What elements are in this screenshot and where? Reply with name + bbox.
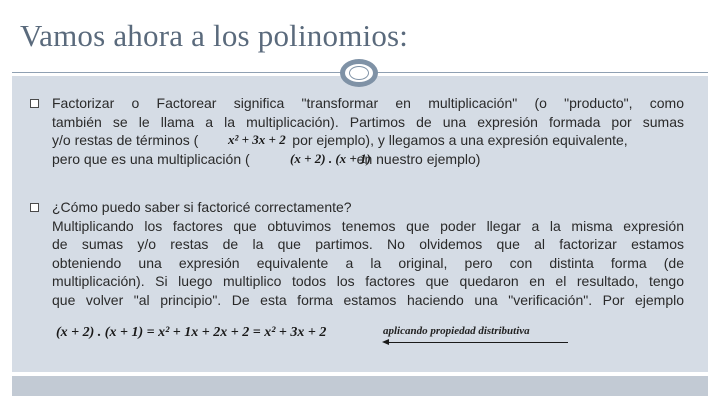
text-segment: en nuestro ejemplo) <box>356 150 481 167</box>
ring-ornament-inner <box>349 66 369 80</box>
text-line: Factorizar o Factorear significa "transformar en multiplicación" (o "producto", como <box>52 95 684 111</box>
text-segment: y/o restas de términos ( <box>52 132 199 148</box>
math-sum-expression: x² + 3x + 2 <box>228 132 286 147</box>
text-line <box>52 131 684 150</box>
bullet-square-icon <box>30 99 39 108</box>
text-line: obteniendo una expresión equivalente a la original, pero con distinta forma (de <box>52 254 684 271</box>
paragraph-verificacion <box>52 198 684 309</box>
math-product-expression: (x + 2) . (x + 1) <box>290 151 371 166</box>
verification-equation: (x + 2) . (x + 1) = x² + 1x + 2x + 2 = x² + 3x + 2 <box>56 325 327 340</box>
distributive-property-label: aplicando propiedad distributiva <box>383 325 530 337</box>
text-line: que volver "al principio". De esta forma estamos haciendo una "verificación". Por ejemplo <box>52 291 684 308</box>
bullet-square-icon <box>30 203 39 212</box>
text-line: también se le llama a la multiplicación). Partimos de una expresión formada por sumas <box>52 113 684 130</box>
text-line: de sumas y/o restas de la que partimos. No olvidemos que al factorizar estamos <box>52 236 684 252</box>
text-segment: por ejemplo), y llegamos a una expresión equivalente, <box>292 132 628 148</box>
text-line: multiplicación). Si luego multiplico todos los factores que quedaron en el resultado, tengo <box>52 273 684 289</box>
footer-band <box>12 376 708 396</box>
arrow-head-icon <box>382 339 389 345</box>
left-arrow-icon <box>386 342 568 343</box>
text-line: Multiplicando los factores que obtuvimos tenemos que poder llegar a la misma expresión <box>52 217 684 234</box>
slide-title: Vamos ahora a los polinomios: <box>20 18 409 53</box>
text-line: ¿Cómo puedo saber si factoricé correctamente? <box>52 199 352 215</box>
text-segment: pero que es una multiplicación ( <box>52 150 250 167</box>
